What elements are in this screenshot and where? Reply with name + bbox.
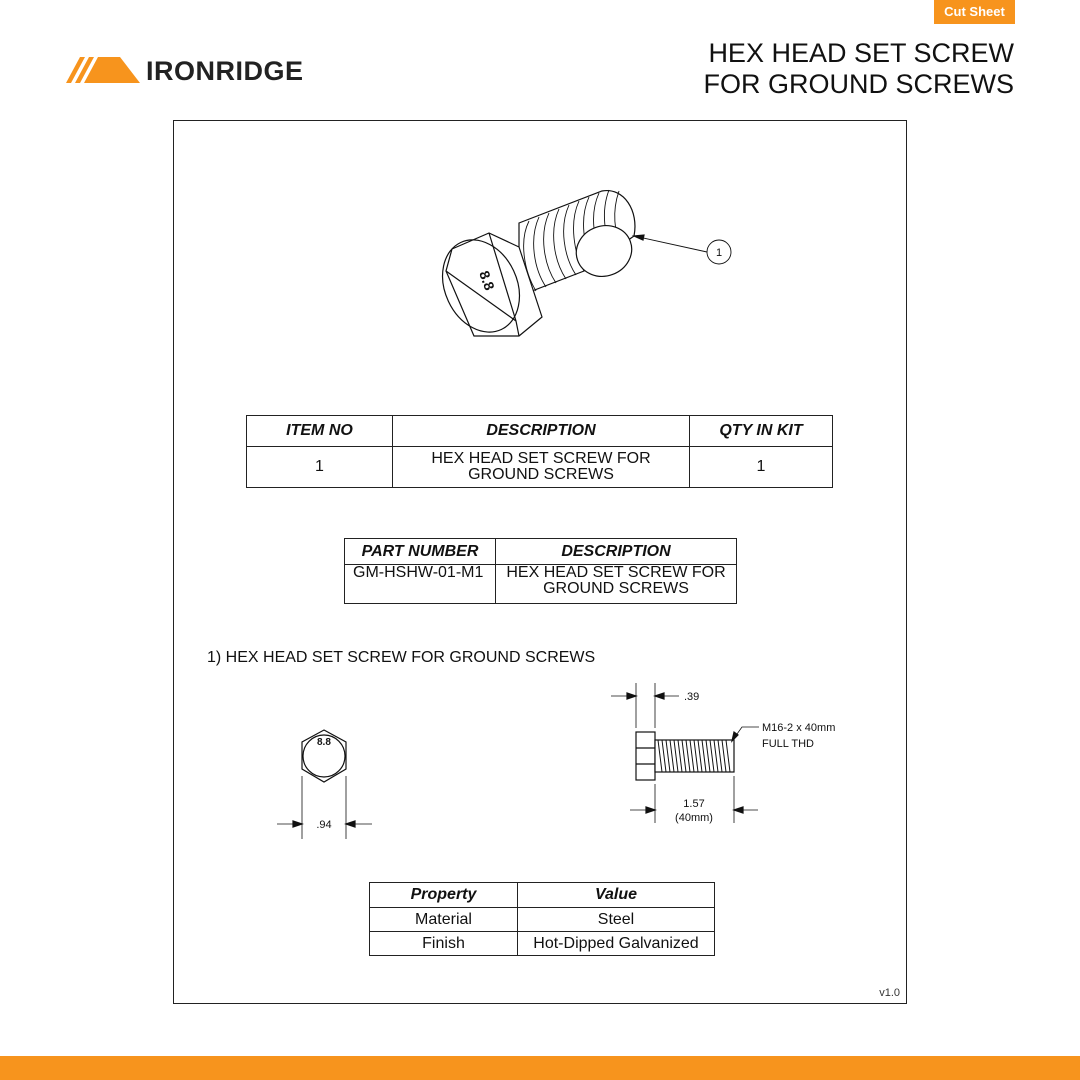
parts-table <box>344 538 737 604</box>
items-table-header <box>247 416 833 447</box>
properties-col-property: Property <box>370 883 518 908</box>
balloon-number: 1 <box>715 247 723 259</box>
part-description-line-2: GROUND SCREWS <box>543 580 689 597</box>
item-description-line-1: HEX HEAD SET SCREW FOR <box>431 450 651 467</box>
items-col-item-no: ITEM NO <box>247 416 393 447</box>
item-qty-cell: 1 <box>690 447 833 488</box>
properties-col-value: Value <box>518 883 715 908</box>
cut-sheet-badge: Cut Sheet <box>934 0 1015 24</box>
footer-accent-bar <box>0 1056 1080 1080</box>
item-description-line-2: GROUND SCREWS <box>468 466 614 483</box>
parts-table-header <box>345 539 737 565</box>
version-label: v1.0 <box>879 987 900 999</box>
properties-table-header <box>370 883 715 908</box>
part-number-cell: GM-HSHW-01-M1 <box>345 565 496 604</box>
head-height-dimension: .39 <box>684 691 700 703</box>
value-cell: Hot-Dipped Galvanized <box>518 932 715 956</box>
property-cell: Material <box>370 908 518 932</box>
head-marking-isometric: 8.8 <box>476 268 498 293</box>
ironridge-logo <box>66 52 326 92</box>
items-col-description: DESCRIPTION <box>393 416 690 447</box>
table-row <box>370 908 715 932</box>
table-row <box>370 932 715 956</box>
table-row <box>345 565 737 604</box>
title-line-2: FOR GROUND SCREWS <box>703 69 1014 99</box>
property-cell: Finish <box>370 932 518 956</box>
items-table <box>246 415 833 488</box>
title-line-1: HEX HEAD SET SCREW <box>708 38 1014 68</box>
properties-table <box>369 882 715 956</box>
thread-callout-line-2: FULL THD <box>762 738 814 750</box>
table-row <box>247 447 833 488</box>
parts-col-description: DESCRIPTION <box>496 539 737 565</box>
length-dimension-in: 1.57 <box>683 798 705 810</box>
isometric-screw-view <box>428 190 731 345</box>
document-title <box>704 38 1015 100</box>
items-col-qty: QTY IN KIT <box>690 416 833 447</box>
length-dimension-mm: (40mm) <box>675 812 713 824</box>
parts-col-part-number: PART NUMBER <box>345 539 496 565</box>
ironridge-logo-mark-icon <box>66 55 142 85</box>
head-marking-end-view: 8.8 <box>317 737 331 748</box>
section-label: 1) HEX HEAD SET SCREW FOR GROUND SCREWS <box>207 649 596 666</box>
item-no-cell: 1 <box>247 447 393 488</box>
drawing-sheet <box>173 120 907 1004</box>
thread-callout-line-1: M16-2 x 40mm <box>762 722 836 734</box>
part-description-line-1: HEX HEAD SET SCREW FOR <box>506 564 726 581</box>
value-cell: Steel <box>518 908 715 932</box>
across-flats-dimension: .94 <box>316 819 332 831</box>
part-description-cell <box>496 565 737 604</box>
logo-text: IRONRIDGE <box>146 56 304 86</box>
item-description-cell <box>393 447 690 488</box>
